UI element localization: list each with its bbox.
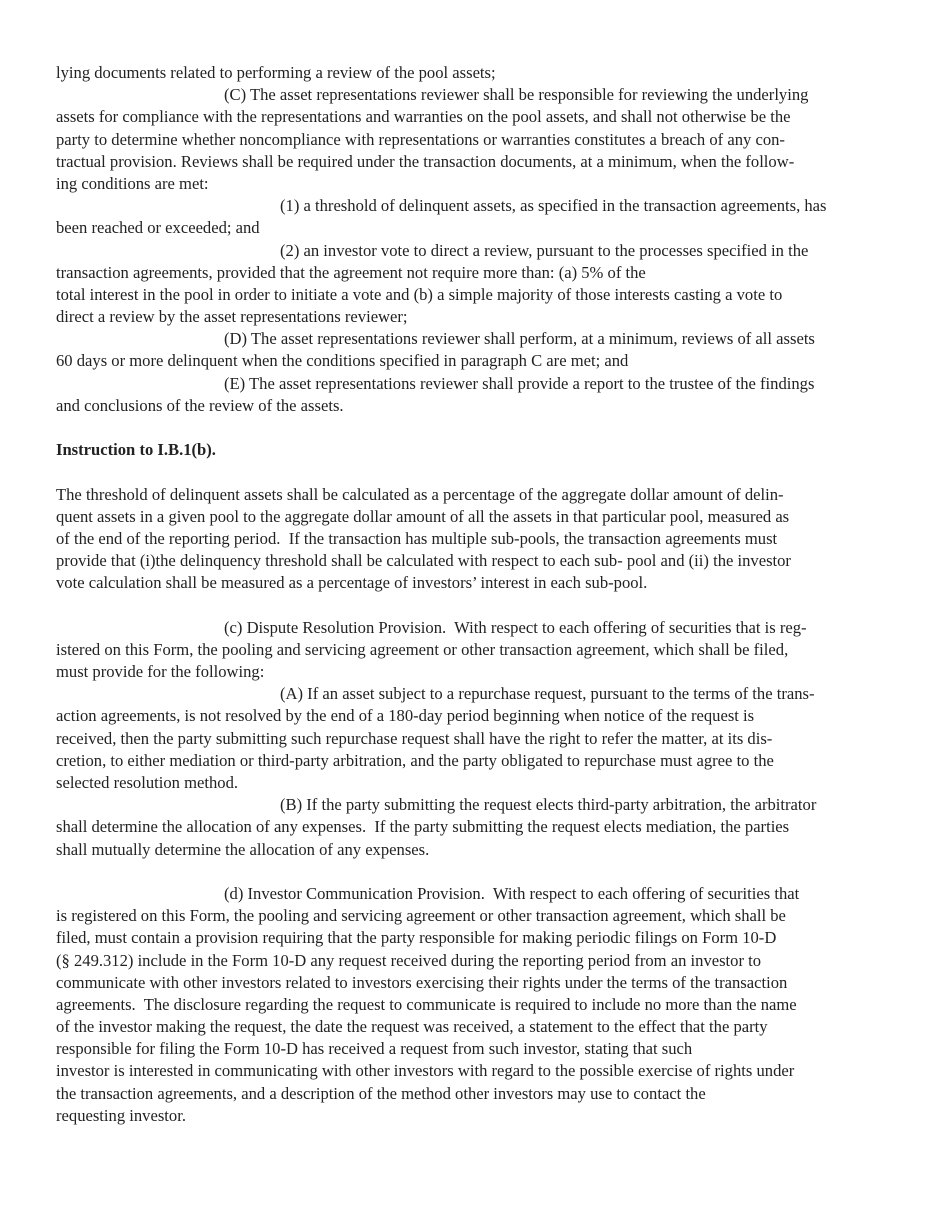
text-line: shall mutually determine the allocation of any expenses. [56,839,430,859]
text-line: been reached or exceeded; and [56,218,260,238]
paragraph-d-investor-communication [56,883,892,1127]
paragraph-B-arbitration [56,794,892,861]
paragraph-E-report [56,373,892,417]
text-line: (C) The asset representations reviewer shall be responsible for reviewing the underlying [224,85,809,105]
text-line: (B) If the party submitting the request elects third-party arbitration, the arbitrator [280,795,817,815]
text-line: provide that (i)the delinquency threshold shall be calculated with respect to each sub- pool and (ii) the investor [56,551,791,571]
blank-line [56,595,892,617]
text-line: (c) Dispute Resolution Provision. With respect to each offering of securities that is reg- [224,617,807,637]
text-line: of the investor making the request, the date the request was received, a statement to the effect that the party [56,1017,768,1037]
paragraph-c-dispute-resolution [56,617,892,684]
section-heading: Instruction to I.B.1(b). [56,440,216,460]
text-line: assets for compliance with the representations and warranties on the pool assets, and shall not otherwise be the [56,107,791,127]
text-line: communicate with other investors related to investors exercising their rights under the terms of the transaction [56,972,788,992]
text-line: (2) an investor vote to direct a review, pursuant to the processes specified in the [280,240,809,260]
blank-line [56,417,892,439]
text-line: ing conditions are met: [56,173,209,193]
paragraph-instruction [56,484,892,595]
text-line: selected resolution method. [56,773,239,792]
text-line: (1) a threshold of delinquent assets, as specified in the transaction agreements, has [280,196,827,216]
text-line: requesting investor. [56,1105,186,1125]
text-line: direct a review by the asset representations reviewer; [56,307,408,327]
blank-line [56,461,892,483]
paragraph-continuation [56,62,892,84]
text-line: (E) The asset representations reviewer shall provide a report to the trustee of the findings [224,373,815,393]
text-line: received, then the party submitting such repurchase request shall have the right to refer the matter, at its dis- [56,728,773,748]
text-line: must provide for the following: [56,662,265,682]
text-line: of the end of the reporting period. If the transaction has multiple sub-pools, the transaction agreements must [56,528,778,548]
document-page [56,62,892,1127]
text-line: (§ 249.312) include in the Form 10-D any request received during the reporting period from an investor to [56,950,762,970]
paragraph-A-repurchase-request [56,683,892,794]
text-line: investor is interested in communicating with other investors with regard to the possible exercise of rights under [56,1061,795,1081]
text-line: the transaction agreements, and a description of the method other investors may use to contact the [56,1083,706,1103]
paragraph-C-reviewer-responsibility [56,84,892,195]
paragraph-D-reviews [56,328,892,372]
text-line: (d) Investor Communication Provision. With respect to each offering of securities that [224,883,800,903]
text-line: (D) The asset representations reviewer shall perform, at a minimum, reviews of all assets [224,329,815,349]
text-line: party to determine whether noncompliance with representations or warranties constitutes a breach of any con- [56,129,785,149]
paragraph-1-delinquency-threshold [56,195,892,239]
text-line: is registered on this Form, the pooling and servicing agreement or other transaction agreement, which shall be [56,906,786,926]
text-line: vote calculation shall be measured as a percentage of investors’ interest in each sub-pool. [56,573,648,593]
text-line: total interest in the pool in order to initiate a vote and (b) a simple majority of those interests casting a vote to [56,284,783,304]
text-line: transaction agreements, provided that the agreement not require more than: (a) 5% of the [56,262,646,282]
text-line: agreements. The disclosure regarding the request to communicate is required to include no more than the name [56,994,797,1014]
text-line: (A) If an asset subject to a repurchase request, pursuant to the terms of the trans- [280,684,815,704]
text-line: cretion, to either mediation or third-party arbitration, and the party obligated to repurchase must agree to the [56,750,774,770]
text-line: quent assets in a given pool to the aggregate dollar amount of all the assets in that particular pool, measured as [56,506,790,526]
text-line: istered on this Form, the pooling and servicing agreement or other transaction agreement, which shall be filed, [56,639,789,659]
text-line: lying documents related to performing a review of the pool assets; [56,63,496,82]
text-line: 60 days or more delinquent when the conditions specified in paragraph C are met; and [56,351,629,371]
text-line: The threshold of delinquent assets shall be calculated as a percentage of the aggregate dollar amount of delin- [56,484,784,504]
text-line: tractual provision. Reviews shall be required under the transaction documents, at a minimum, when the follow- [56,151,795,171]
blank-line [56,861,892,883]
text-line: and conclusions of the review of the assets. [56,395,344,415]
text-line: responsible for filing the Form 10-D has received a request from such investor, stating that such [56,1039,693,1059]
text-line: action agreements, is not resolved by the end of a 180-day period beginning when notice of the request is [56,706,755,726]
text-line: shall determine the allocation of any expenses. If the party submitting the request elects mediation, the parties [56,817,790,837]
paragraph-2-investor-vote [56,240,892,329]
text-line: filed, must contain a provision requiring that the party responsible for making periodic filings on Form 10-D [56,928,777,948]
